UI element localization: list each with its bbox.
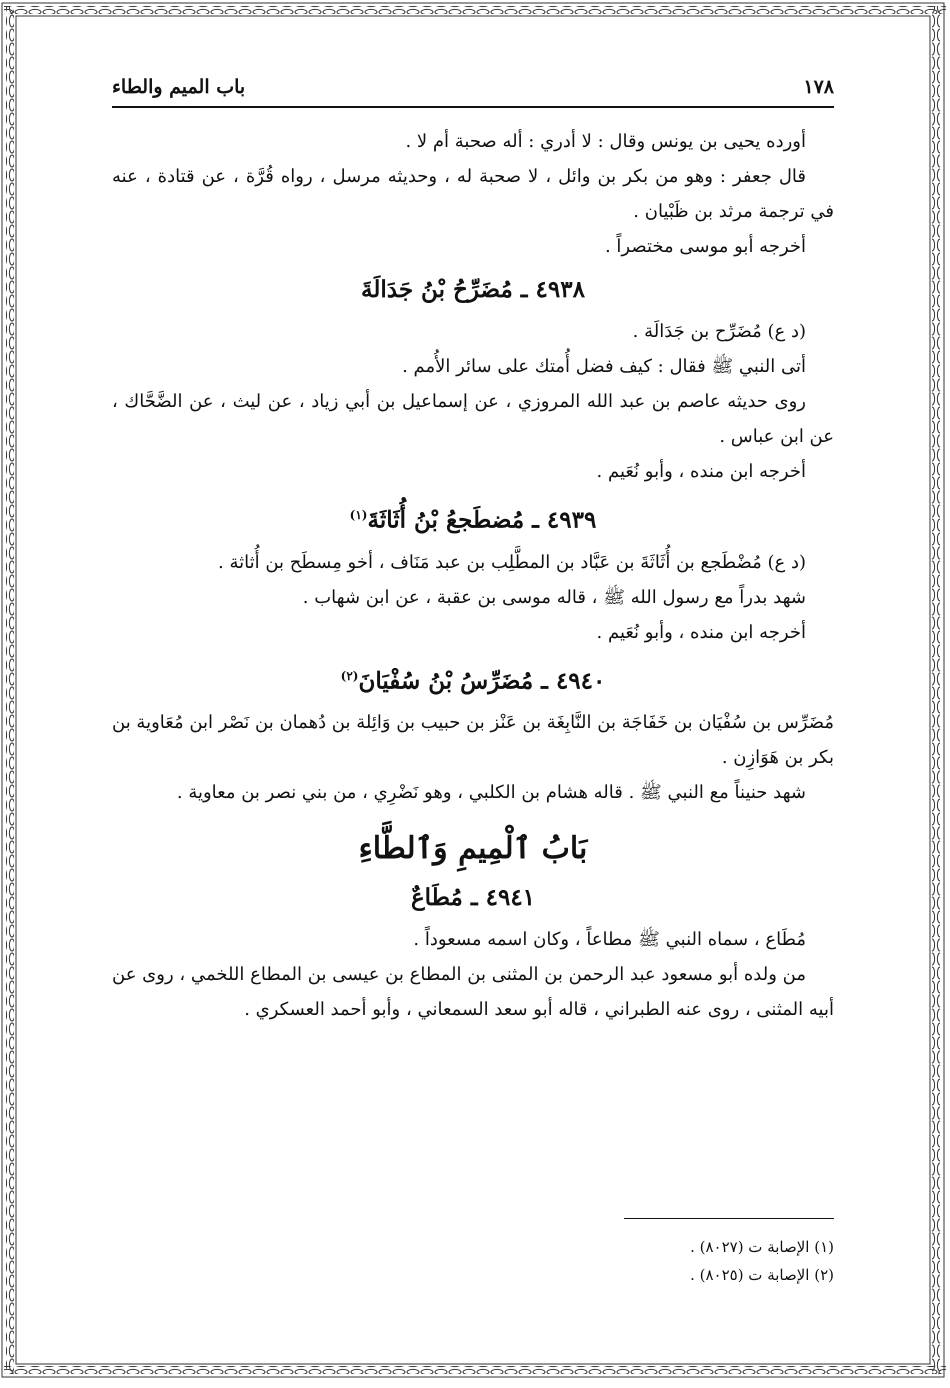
paragraph: من ولده أبو مسعود عبد الرحمن بن المثنى بن المطاع بن عيسى بن المطاع اللخمي ، روى عن أبيه المثنى ، روى عنه الطبراني ، قاله أبو سعد السمعاني ، وأبو أحمد العسكري . xyxy=(112,964,834,1021)
running-header xyxy=(112,76,834,102)
footnotes xyxy=(112,1218,834,1289)
entry-heading xyxy=(112,656,834,702)
footnote-marker: (٢) xyxy=(340,668,359,683)
entry-heading xyxy=(112,878,834,918)
paragraph: أخرجه أبو موسى مختصراً . xyxy=(604,236,806,257)
paragraph: (د ع) مُضَرِّح بن جَدَالَة . xyxy=(632,321,806,342)
entry-heading-text: ٤٩٣٨ ـ مُضَرِّحُ بْنُ جَدَالَةَ xyxy=(361,276,585,303)
paragraph: روى حديثه عاصم بن عبد الله المروزي ، عن إسماعيل بن أبي زياد ، عن ليث ، عن الضَّحَّاك ، عن ابن عباس . xyxy=(112,391,834,447)
entry-heading xyxy=(112,495,834,541)
entry-heading-text: ٤٩٣٩ ـ مُضطَجعُ بْنُ أُثَاثَةَ xyxy=(367,506,597,534)
paragraph: مُطَاع ، سماه النبي ﷺ مطاعاً ، وكان اسمه مسعوداً . xyxy=(413,929,806,951)
entry-heading xyxy=(112,270,834,310)
paragraph: شهد حنيناً مع النبي ﷺ . قاله هشام بن الكلبي ، وهو نَضْرِي ، من بني نصر بن معاوية . xyxy=(176,782,806,804)
chapter-heading: بَابُ ٱلْمِيمِ وَٱلطَّاءِ xyxy=(358,831,588,867)
footnote-1: (١) الإصابة ت (٨٠٢٧) . xyxy=(690,1238,834,1256)
footnote-2: (٢) الإصابة ت (٨٠٢٥) . xyxy=(690,1266,834,1284)
paragraph: أخرجه ابن منده ، وأبو نُعَيم . xyxy=(596,621,806,643)
paragraph: مُضَرِّس بن سُفْيَان بن خَفَاجَة بن النَّابِغَة بن عَنْز بن حبيب بن وَائِلة بن دُهمان بن نَصْر ابن مُعَاوية بن بكر بن هَوَازِن . xyxy=(112,712,834,769)
header-rule xyxy=(112,106,834,108)
paragraph: أورده يحيى بن يونس وقال : لا أدري : أله صحبة أم لا . xyxy=(405,131,806,152)
paragraph: شهد بدراً مع رسول الله ﷺ ، قاله موسى بن عقبة ، عن ابن شهاب . xyxy=(302,586,806,608)
footnote-marker: (١) xyxy=(349,508,368,522)
main-text xyxy=(112,124,834,1027)
paragraph: أخرجه ابن منده ، وأبو نُعَيم . xyxy=(596,461,806,482)
footnote-rule xyxy=(624,1218,834,1219)
entry-heading-text: ٤٩٤٠ ـ مُضَرِّسُ بْنُ سُفْيَانَ xyxy=(358,667,606,695)
page xyxy=(112,70,834,1310)
paragraph: قال جعفر : وهو من بكر بن وائل ، لا صحبة له ، وحديثه مرسل ، رواه قُرَّة ، عن قتادة ، عنه في ترجمة مرثد بن ظَبْيان . xyxy=(112,166,834,222)
entry-heading-text: ٤٩٤١ ـ مُطَاعٌ xyxy=(410,884,536,912)
paragraph: (د ع) مُضْطَجع بن أُثَاثَةَ بن عَبَّاد بن المطَّلِب بن عبد مَنَاف ، أخو مِسطَح بن أُثاثة . xyxy=(218,551,806,573)
running-title: باب الميم والطاء xyxy=(112,76,246,98)
paragraph: أتى النبي ﷺ فقال : كيف فضل أُمتك على سائر الأُمم . xyxy=(402,356,806,377)
page-number: ١٧٨ xyxy=(803,76,834,98)
